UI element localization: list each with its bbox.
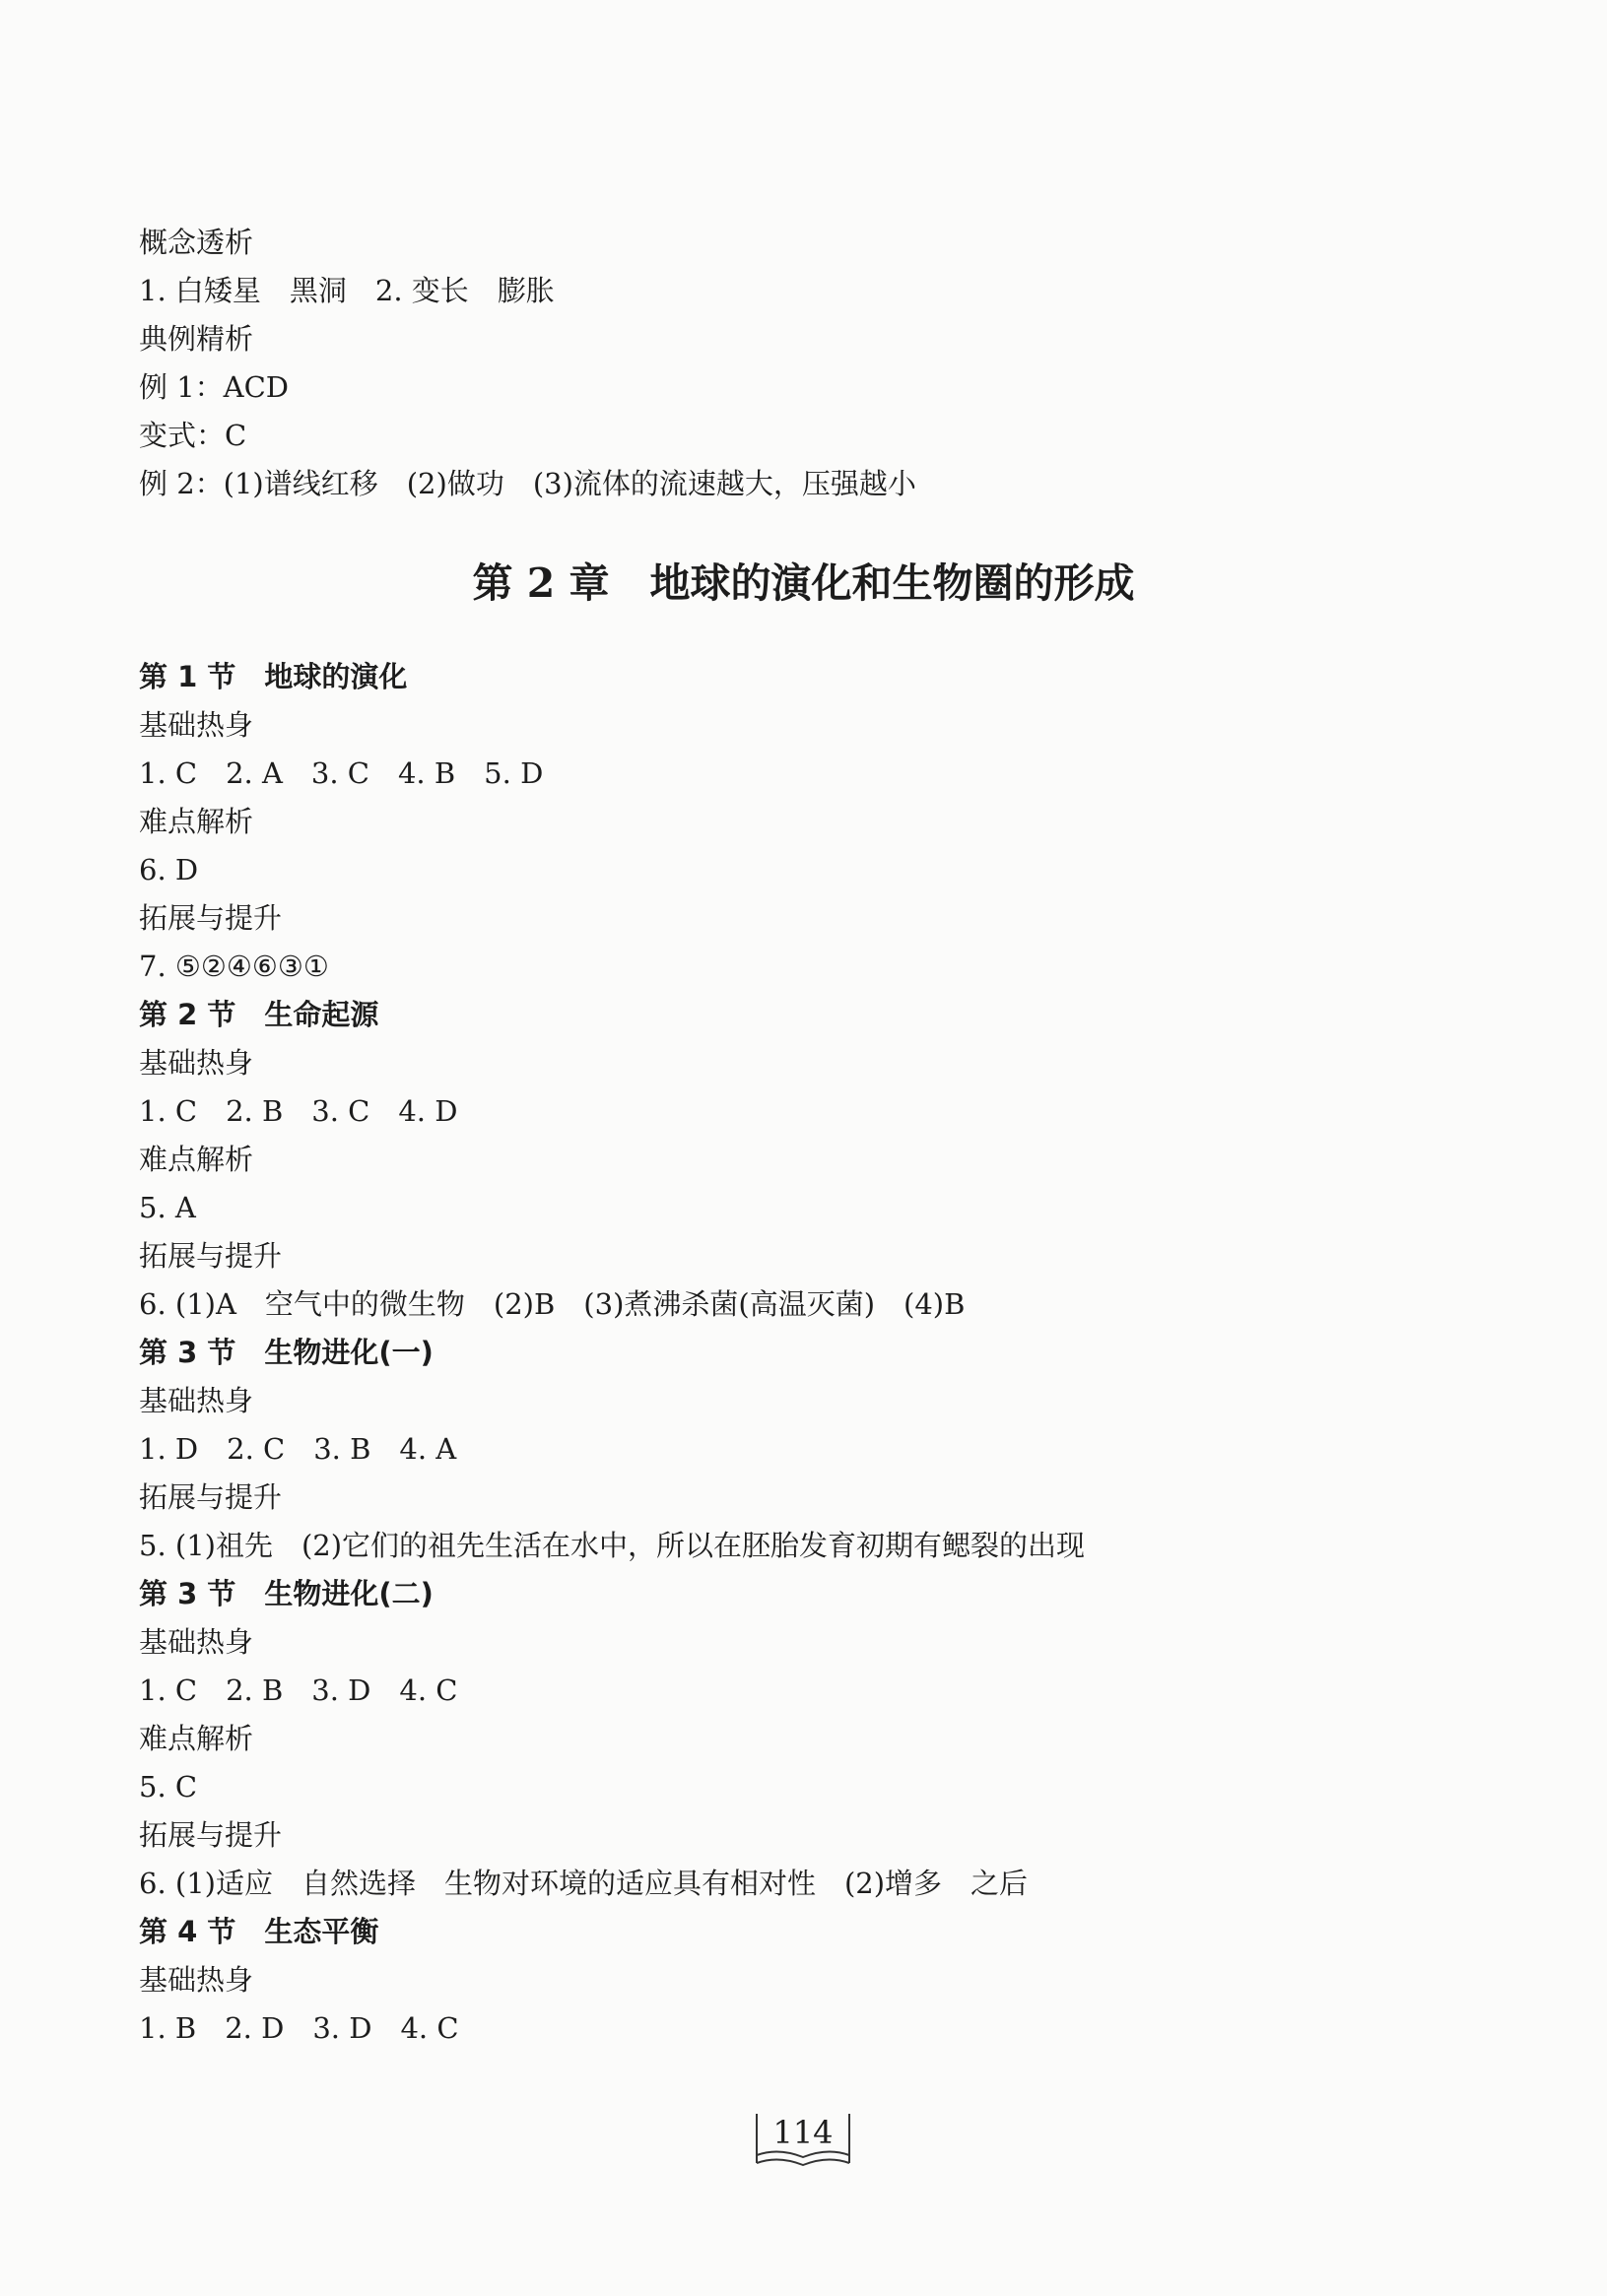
answer-line: 1. B 2. D 3. D 4. C <box>139 2011 459 2045</box>
section-heading: 第 3 节 生物进化(一) <box>139 1336 434 1369</box>
answer-line: 例 1：ACD <box>139 370 290 404</box>
answer-line: 5. C <box>139 1770 198 1804</box>
answer-line: 7. ⑤②④⑥③① <box>139 950 329 983</box>
answer-line: 6. (1)适应 自然选择 生物对环境的适应具有相对性 (2)增多 之后 <box>139 1867 1029 1900</box>
subheading: 拓展与提升 <box>139 1480 283 1514</box>
answer-line: 1. D 2. C 3. B 4. A <box>139 1432 457 1466</box>
subheading: 基础热身 <box>139 1384 254 1417</box>
answer-line: 1. C 2. A 3. C 4. B 5. D <box>139 756 544 790</box>
subheading: 拓展与提升 <box>139 901 283 935</box>
subheading: 拓展与提升 <box>139 1239 283 1273</box>
answer-line: 5. (1)祖先 (2)它们的祖先生活在水中，所以在胚胎发育初期有鳃裂的出现 <box>139 1529 1086 1562</box>
subheading: 基础热身 <box>139 708 254 742</box>
subheading: 基础热身 <box>139 1625 254 1659</box>
chapter-title: 第 2 章 地球的演化和生物圈的形成 <box>472 559 1135 607</box>
section-heading: 第 3 节 生物进化(二) <box>139 1577 434 1610</box>
subheading: 基础热身 <box>139 1963 254 1997</box>
subheading: 拓展与提升 <box>139 1818 283 1852</box>
answer-line: 5. A <box>139 1191 196 1224</box>
page-number-text: 114 <box>772 2114 834 2151</box>
answer-line: 6. (1)A 空气中的微生物 (2)B (3)煮沸杀菌(高温灭菌) (4)B <box>139 1287 966 1321</box>
subheading: 基础热身 <box>139 1046 254 1080</box>
answer-line: 1. 白矮星 黑洞 2. 变长 膨胀 <box>139 274 555 307</box>
subheading: 难点解析 <box>139 1143 254 1176</box>
heading-examples: 典例精析 <box>139 322 254 356</box>
section-heading: 第 1 节 地球的演化 <box>139 660 408 693</box>
section-heading: 第 4 节 生态平衡 <box>139 1915 379 1948</box>
subheading: 难点解析 <box>139 805 254 838</box>
answer-line: 变式：C <box>139 419 247 452</box>
heading-concept: 概念透析 <box>139 226 254 259</box>
section-heading: 第 2 节 生命起源 <box>139 998 379 1031</box>
answer-line: 例 2：(1)谱线红移 (2)做功 (3)流体的流速越大，压强越小 <box>139 467 916 500</box>
answer-line: 1. C 2. B 3. D 4. C <box>139 1673 458 1707</box>
answer-line: 6. D <box>139 853 199 886</box>
subheading: 难点解析 <box>139 1722 254 1755</box>
page-number <box>749 2108 857 2177</box>
answer-line: 1. C 2. B 3. C 4. D <box>139 1094 458 1128</box>
